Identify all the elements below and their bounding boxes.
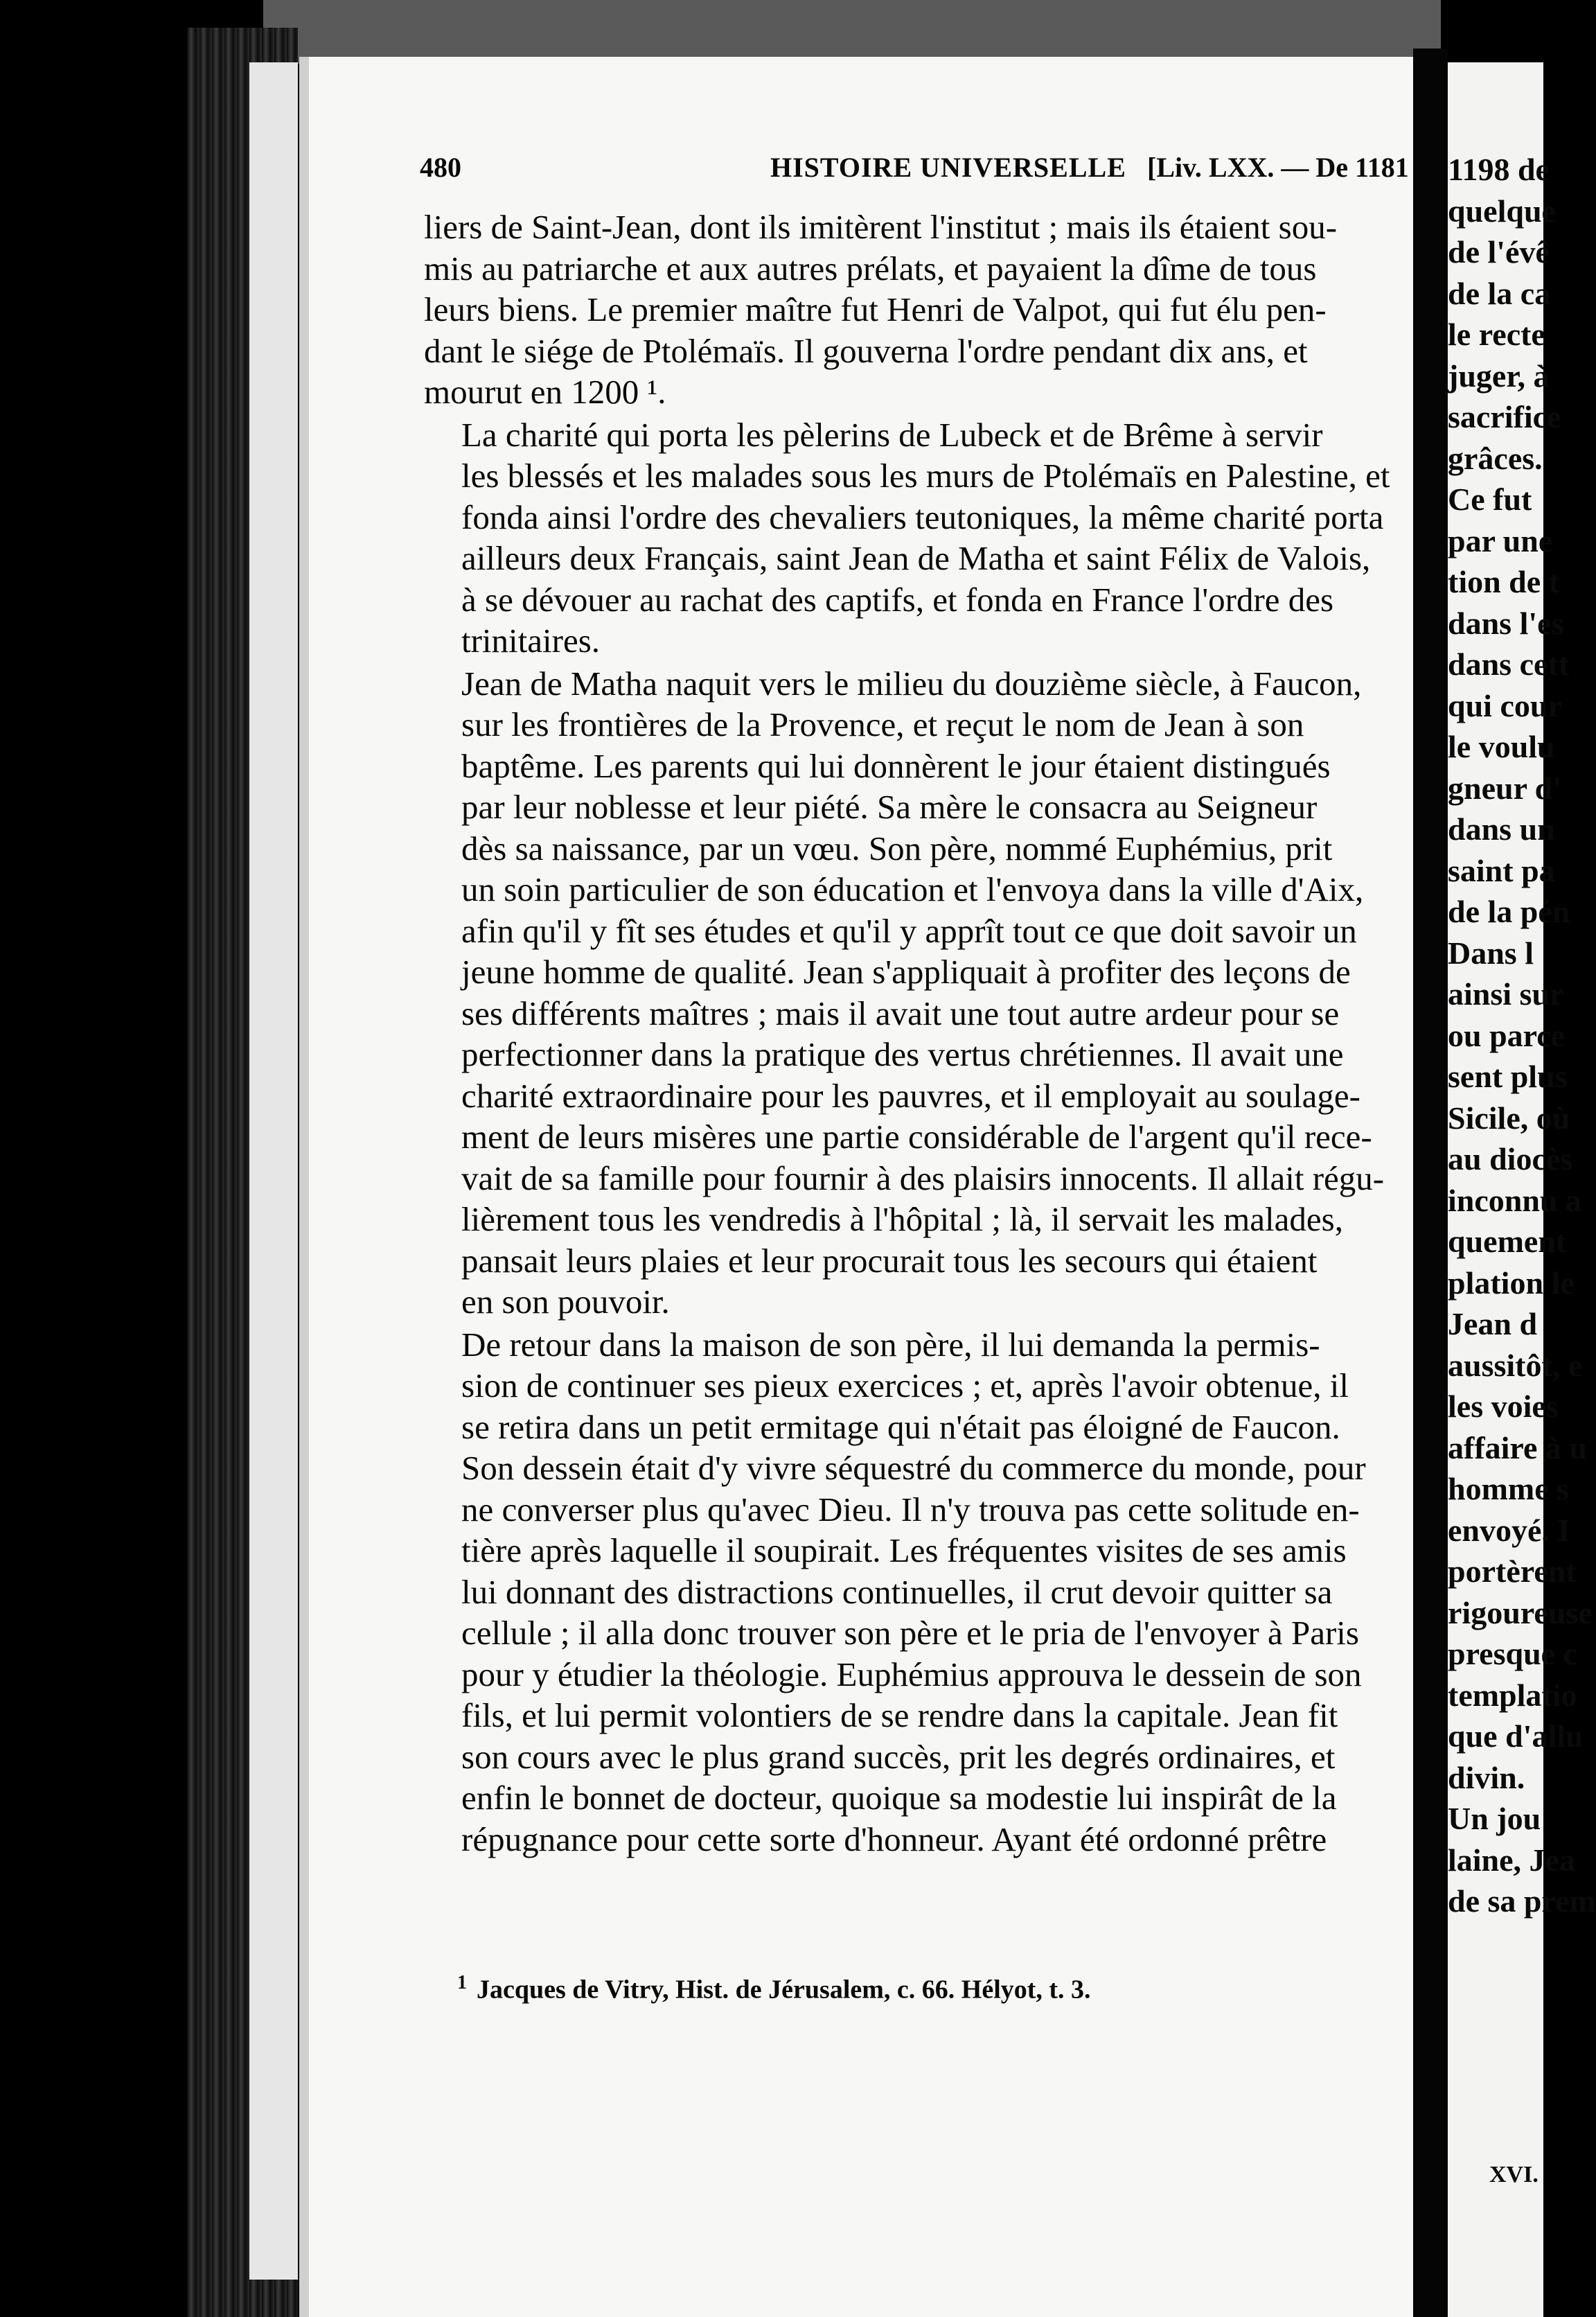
text-line: par leur noblesse et leur piété. Sa mère le consacra au Seigneur <box>461 788 1318 826</box>
right-page-line: plation le <box>1448 1265 1575 1301</box>
right-page-line: le voulu <box>1448 729 1555 764</box>
text-line: afin qu'il y fît ses études et qu'il y apprît tout ce que doit savoir un <box>461 911 1357 950</box>
right-page-line: Ce fut <box>1448 482 1532 517</box>
text-line: jeune homme de qualité. Jean s'appliquait à profiter des leçons de <box>461 953 1351 991</box>
right-page-line: dans un <box>1448 811 1555 847</box>
text-line: charité extraordinaire pour les pauvres, et il employait au soulage- <box>461 1076 1360 1115</box>
text-line: ailleurs deux Français, saint Jean de Matha et saint Félix de Valois, <box>461 539 1371 577</box>
text-line: tière après laquelle il soupirait. Les fréquentes visites de ses amis <box>461 1531 1347 1569</box>
text-line: cellule ; il alla donc trouver son père et le pria de l'envoyer à Paris <box>461 1614 1359 1652</box>
text-line: De retour dans la maison de son père, il lui demanda la permis- <box>461 1325 1320 1364</box>
right-page-line: saint pa <box>1448 852 1555 888</box>
text-line: trinitaires. <box>461 622 601 660</box>
right-page-line: Jean d <box>1448 1306 1538 1341</box>
page-number: 480 <box>420 152 461 183</box>
right-page-line: quement <box>1448 1224 1567 1259</box>
text-line: perfectionner dans la pratique des vertus chrétiennes. Il avait une <box>461 1035 1344 1073</box>
right-page-line: grâces. <box>1448 440 1543 476</box>
text-line: vait de sa famille pour fournir à des plaisirs innocents. Il allait régu- <box>461 1158 1385 1197</box>
text-line: Jean de Matha naquit vers le milieu du douzième siècle, à Faucon, <box>461 664 1362 703</box>
text-line: sur les frontières de la Provence, et reçut le nom de Jean à son <box>461 705 1304 743</box>
right-page-line: que d'allu <box>1448 1718 1584 1754</box>
footnote-text: Jacques de Vitry, Hist. de Jérusalem, c. 66. Hélyot, t. 3. <box>477 1975 1091 2005</box>
text-line: mis au patriarche et aux autres prélats, et payaient la dîme de tous <box>424 249 1317 288</box>
page-edge-band <box>249 62 298 2280</box>
text-line: son cours avec le plus grand succès, prit les degrés ordinaires, et <box>461 1737 1336 1776</box>
right-page-line: par une <box>1448 522 1553 558</box>
text-line: lui donnant des distractions continuelles, il crut devoir quitter sa <box>461 1572 1333 1611</box>
text-line: fils, et lui permit volontiers de se rendre dans la capitale. Jean fit <box>461 1696 1338 1734</box>
right-page-line: laine, Jea <box>1448 1842 1575 1878</box>
paragraph <box>424 1324 1416 1860</box>
text-line: liers de Saint-Jean, dont ils imitèrent l'institut ; mais ils étaient sou- <box>424 208 1338 246</box>
right-page-line: quelque <box>1448 193 1556 229</box>
right-page-line: ainsi sur <box>1448 976 1564 1012</box>
right-page-line: rigoureuse <box>1448 1594 1593 1630</box>
right-page-line: sent plus <box>1448 1059 1568 1094</box>
right-page-line: dans l'es <box>1448 605 1564 641</box>
running-title: HISTOIRE UNIVERSELLE <box>770 152 1126 183</box>
running-header <box>420 151 1424 200</box>
text-line: lièrement tous les vendredis à l'hôpital ; là, il servait les malades, <box>461 1200 1343 1238</box>
text-line: ment de leurs misères une partie considérable de l'argent qu'il rece- <box>461 1118 1372 1156</box>
text-line: enfin le bonnet de docteur, quoique sa modestie lui inspirât de la <box>461 1779 1337 1817</box>
right-page-line: presque c <box>1448 1636 1577 1671</box>
right-page-line: de l'évê <box>1448 234 1550 270</box>
text-line: leurs biens. Le premier maître fut Henri de Valpot, qui fut élu pen- <box>424 290 1327 328</box>
text-line: pour y étudier la théologie. Euphémius approuva le dessein de son <box>461 1655 1362 1693</box>
right-page-line: gneur d' <box>1448 770 1562 806</box>
text-line: ne converser plus qu'avec Dieu. Il n'y trouva pas cette solitude en- <box>461 1490 1360 1528</box>
footnote-marker: 1 <box>457 1972 467 1993</box>
paragraph <box>424 414 1416 662</box>
right-page-line: qui cour <box>1448 687 1562 723</box>
chapter-reference: [Liv. LXX. — De 1181 <box>1147 152 1409 183</box>
right-page-line: de la pén <box>1448 894 1570 929</box>
right-page-line: Dans l <box>1448 935 1534 971</box>
right-page-line: Un jou <box>1448 1801 1541 1836</box>
right-page-line: aussitôt, e <box>1448 1347 1583 1383</box>
right-page-line: XVI. <box>1489 2162 1539 2187</box>
right-page-line: au diocès <box>1448 1141 1573 1177</box>
text-line: baptême. Les parents qui lui donnèrent le jour étaient distingués <box>461 746 1331 785</box>
right-page-line: 1198 de <box>1448 152 1550 187</box>
text-line: La charité qui porta les pèlerins de Lubeck et de Brême à servir <box>461 415 1323 454</box>
text-line: répugnance pour cette sorte d'honneur. Ayant été ordonné prêtre <box>461 1820 1327 1858</box>
right-page-line: de sa prem <box>1448 1883 1596 1919</box>
text-line: dant le siége de Ptolémaïs. Il gouverna l'ordre pendant dix ans, et <box>424 331 1308 370</box>
text-line: pansait leurs plaies et leur procurait tous les secours qui étaient <box>461 1241 1318 1280</box>
text-line: en son pouvoir. <box>461 1283 670 1321</box>
text-line: Son dessein était d'y vivre séquestré du commerce du monde, pour <box>461 1449 1366 1487</box>
paragraph <box>424 663 1416 1323</box>
text-line: ses différents maîtres ; mais il avait une tout autre ardeur pour se <box>461 994 1340 1032</box>
scan-top-margin <box>263 0 1441 64</box>
right-page-line: sacrifice <box>1448 399 1561 434</box>
text-line: sion de continuer ses pieux exercices ; et, après l'avoir obtenue, il <box>461 1366 1349 1404</box>
text-line: se retira dans un petit ermitage qui n'était pas éloigné de Faucon. <box>461 1407 1340 1446</box>
text-line: un soin particulier de son éducation et l'envoya dans la ville d'Aix, <box>461 870 1364 908</box>
text-line: mourut en 1200 ¹. <box>424 373 666 411</box>
right-page-line: affaire à u <box>1448 1429 1588 1465</box>
right-page-line: de la ca <box>1448 275 1551 311</box>
footnote <box>457 1972 1413 2005</box>
right-page-line: templatio <box>1448 1677 1577 1713</box>
text-line: dès sa naissance, par un vœu. Son père, nommé Euphémius, prit <box>461 829 1333 867</box>
right-page-line: envoyé. I <box>1448 1512 1570 1548</box>
body-text <box>424 206 1416 1860</box>
right-page-line: portèrent <box>1448 1553 1577 1589</box>
right-page-line: les voies <box>1448 1389 1559 1424</box>
right-page-line: Sicile, où <box>1448 1100 1570 1136</box>
text-line: les blessés et les malades sous les murs de Ptolémaïs en Palestine, et <box>461 457 1390 495</box>
right-page-line: divin. <box>1448 1759 1525 1795</box>
right-page-line: dans cett <box>1448 646 1570 682</box>
right-page-line: tion de t <box>1448 564 1559 599</box>
right-page-line: le recte <box>1448 317 1545 352</box>
right-page-line: homme s <box>1448 1471 1570 1506</box>
text-line: fonda ainsi l'ordre des chevaliers teutoniques, la même charité porta <box>461 497 1384 536</box>
text-line: à se dévouer au rachat des captifs, et fonda en France l'ordre des <box>461 580 1334 619</box>
right-page-fragment <box>1448 62 1596 2317</box>
right-page-line: juger, à <box>1448 358 1550 394</box>
book-gutter <box>1413 49 1448 2317</box>
right-page-line: inconnu a <box>1448 1182 1582 1218</box>
right-page-line: ou parce <box>1448 1017 1566 1053</box>
left-page-shadow <box>299 57 309 2317</box>
paragraph <box>424 206 1416 413</box>
